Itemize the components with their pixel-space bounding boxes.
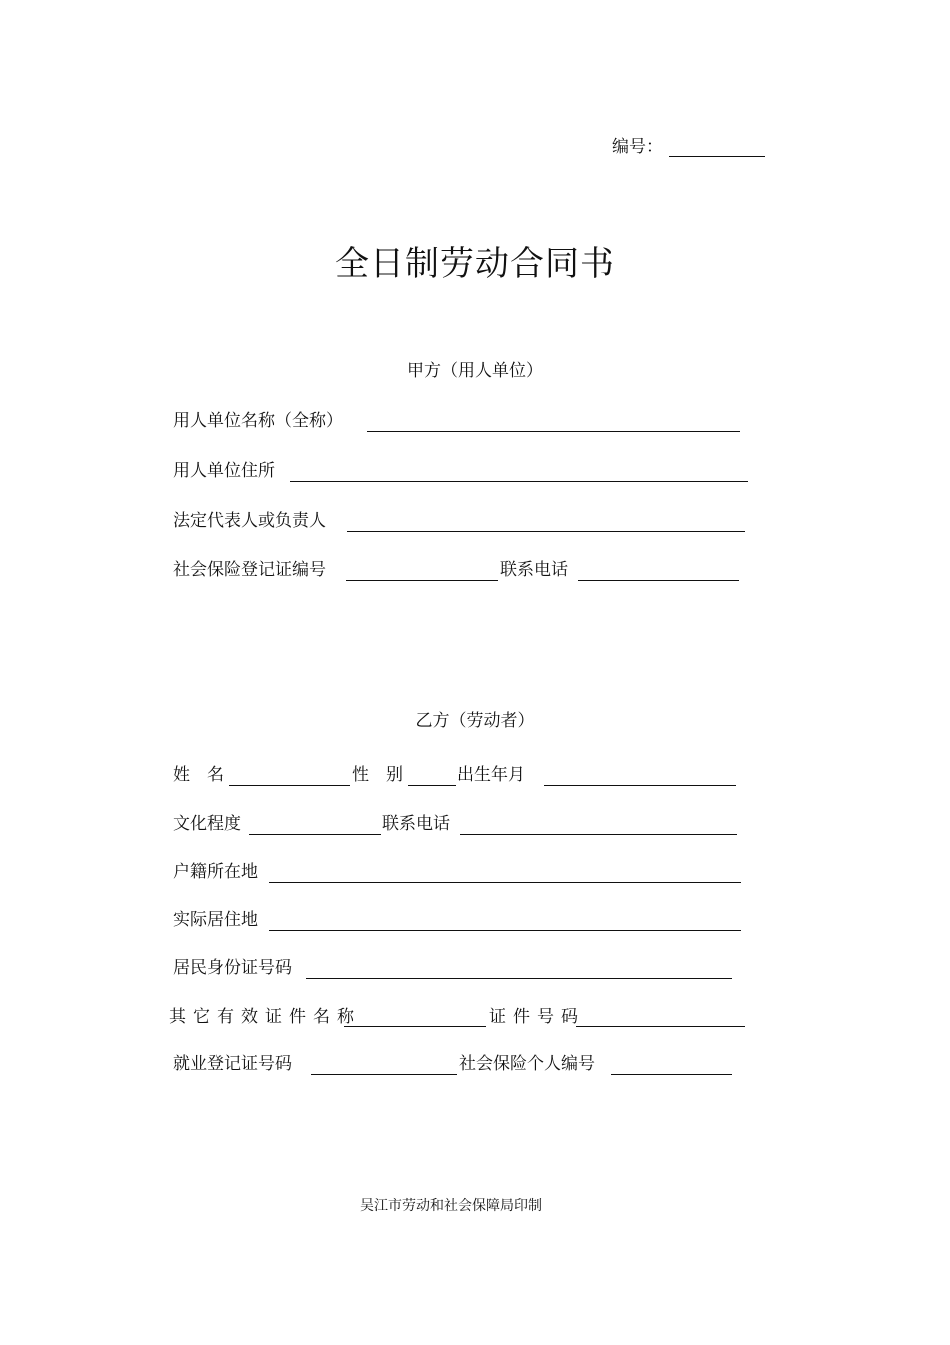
gender-label: 性 别	[352, 765, 403, 785]
id-number-label: 居民身份证号码	[173, 958, 292, 978]
household-field[interactable]	[269, 882, 741, 883]
unit-name-label: 用人单位名称（全称）	[173, 411, 343, 431]
education-field[interactable]	[249, 834, 381, 835]
document-number-label: 编号：	[612, 137, 663, 157]
unit-address-field[interactable]	[290, 481, 748, 482]
party-b-phone-label: 联系电话	[382, 814, 450, 834]
unit-address-label: 用人单位住所	[173, 461, 275, 481]
other-cert-name-label: 其它有效证件名称	[169, 1007, 361, 1027]
social-security-personal-label: 社会保险个人编号	[459, 1054, 595, 1074]
party-b-phone-field[interactable]	[460, 834, 737, 835]
gender-field[interactable]	[408, 785, 456, 786]
party-a-phone-field[interactable]	[578, 580, 739, 581]
employment-reg-label: 就业登记证号码	[173, 1054, 292, 1074]
party-a-phone-label: 联系电话	[500, 560, 568, 580]
cert-number-label: 证件号码	[489, 1007, 585, 1027]
id-number-field[interactable]	[306, 978, 732, 979]
birth-label: 出生年月	[457, 765, 525, 785]
other-cert-name-field[interactable]	[344, 1026, 486, 1027]
social-security-personal-field[interactable]	[611, 1074, 732, 1075]
household-label: 户籍所在地	[173, 862, 258, 882]
employment-reg-field[interactable]	[311, 1074, 457, 1075]
unit-name-field[interactable]	[367, 431, 740, 432]
social-security-reg-field[interactable]	[346, 580, 498, 581]
social-security-reg-label: 社会保险登记证编号	[173, 560, 326, 580]
birth-field[interactable]	[544, 785, 736, 786]
party-b-heading: 乙方（劳动者）	[415, 711, 535, 731]
party-a-heading: 甲方（用人单位）	[407, 361, 543, 381]
residence-label: 实际居住地	[173, 910, 258, 930]
cert-number-field[interactable]	[576, 1026, 745, 1027]
document-title: 全日制劳动合同书	[335, 244, 615, 284]
name-label: 姓 名	[173, 765, 224, 785]
legal-rep-field[interactable]	[347, 531, 745, 532]
printer-note: 吴江市劳动和社会保障局印制	[360, 1198, 542, 1214]
document-number-field[interactable]	[669, 156, 765, 157]
name-field[interactable]	[229, 785, 350, 786]
education-label: 文化程度	[173, 814, 241, 834]
residence-field[interactable]	[269, 930, 741, 931]
legal-rep-label: 法定代表人或负责人	[173, 511, 326, 531]
